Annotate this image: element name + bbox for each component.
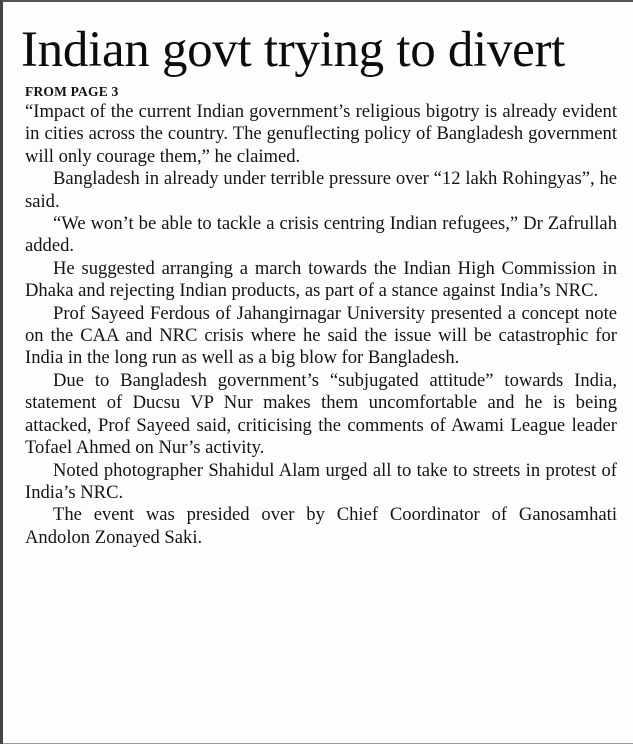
continuation-label: FROM PAGE 3: [25, 84, 119, 99]
paragraph: Bangladesh in already under terrible pressure over “12 lakh Rohingyas”, he said.: [25, 168, 617, 212]
paragraph: Noted photographer Shahidul Alam urged all to take to streets in protest of India’s NRC.: [25, 459, 617, 503]
paragraph: The event was presided over by Chief Coordinator of Ganosamhati Andolon Zonayed Saki.: [25, 504, 617, 548]
paragraph: Due to Bangladesh government’s “subjugated attitude” towards India, statement of Ducsu VP Nur makes them uncomfortable and he is being attacked, Prof Sayeed said, criticising the comments of Awami League leader Tofael Ahmed on Nur’s activity.: [25, 369, 617, 459]
paragraph: “We won’t be able to tackle a crisis centring Indian refugees,” Dr Zafrullah added.: [25, 213, 617, 257]
headline: Indian govt trying to divert: [21, 22, 566, 78]
paragraph: He suggested arranging a march towards the Indian High Commission in Dhaka and rejecting Indian products, as part of a stance against India’s NRC.: [25, 257, 617, 302]
paragraph: Prof Sayeed Ferdous of Jahangirnagar University presented a concept note on the CAA and NRC crisis where he said the issue will be catastrophic for India in the long run as well as a big blow for Bangladesh.: [25, 302, 617, 369]
paragraph: “Impact of the current Indian government’s religious bigotry is already evident in cities across the country. The genuflecting policy of Bangladesh government will only courage them,” he claimed.: [25, 101, 617, 167]
article-body: [25, 101, 617, 549]
